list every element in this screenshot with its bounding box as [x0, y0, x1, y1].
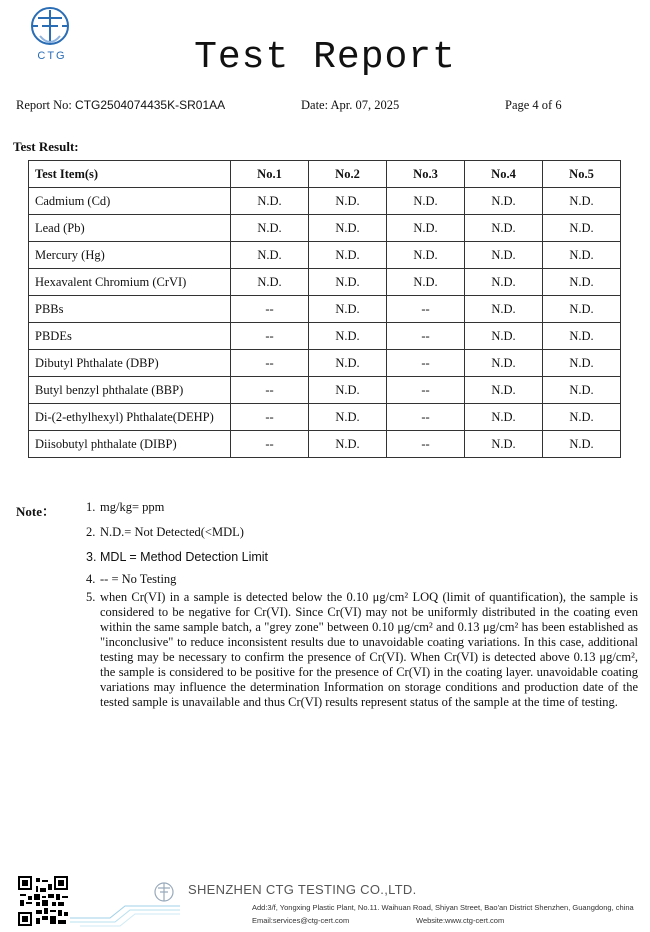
result-cell: N.D. — [387, 215, 465, 242]
result-cell: N.D. — [543, 431, 621, 458]
note-text: N.D.= Not Detected(<MDL) — [100, 525, 244, 539]
result-cell: N.D. — [465, 242, 543, 269]
result-cell: N.D. — [465, 377, 543, 404]
column-header: Test Item(s) — [29, 161, 231, 188]
result-cell: -- — [231, 404, 309, 431]
note-number: 1. — [86, 500, 96, 514]
result-cell: N.D. — [543, 377, 621, 404]
table-row — [29, 215, 621, 242]
column-header: No.3 — [387, 161, 465, 188]
result-cell: N.D. — [309, 215, 387, 242]
result-cell: N.D. — [309, 269, 387, 296]
result-cell: -- — [387, 404, 465, 431]
result-cell: N.D. — [465, 404, 543, 431]
result-cell: -- — [231, 296, 309, 323]
table-row — [29, 242, 621, 269]
notes-list — [86, 500, 638, 710]
column-header: No.4 — [465, 161, 543, 188]
result-cell: N.D. — [543, 269, 621, 296]
company-name: SHENZHEN CTG TESTING CO.,LTD. — [188, 882, 417, 897]
note-number: 4. — [86, 572, 96, 586]
result-cell: N.D. — [465, 215, 543, 242]
note-number: 3. — [86, 550, 97, 564]
result-cell: N.D. — [543, 323, 621, 350]
report-no-label: Report No: — [16, 98, 72, 112]
result-cell: -- — [231, 431, 309, 458]
table-row — [29, 296, 621, 323]
result-cell: N.D. — [465, 296, 543, 323]
result-cell: N.D. — [309, 242, 387, 269]
note-item — [86, 500, 638, 525]
note-item — [86, 550, 638, 572]
test-item-cell: Butyl benzyl phthalate (BBP) — [29, 377, 231, 404]
table-header-row — [29, 161, 621, 188]
result-cell: N.D. — [543, 404, 621, 431]
note-text: mg/kg= ppm — [100, 500, 165, 514]
result-cell: N.D. — [543, 215, 621, 242]
test-item-cell: Diisobutyl phthalate (DIBP) — [29, 431, 231, 458]
company-website: Website:www.ctg-cert.com — [416, 916, 505, 925]
table-row — [29, 431, 621, 458]
result-cell: N.D. — [309, 404, 387, 431]
logo-text: CTG — [37, 50, 67, 62]
report-no-value: CTG2504074435K-SR01AA — [75, 98, 226, 112]
result-cell: N.D. — [309, 431, 387, 458]
result-cell: N.D. — [231, 188, 309, 215]
result-cell: -- — [387, 350, 465, 377]
result-cell: N.D. — [465, 269, 543, 296]
result-cell: N.D. — [543, 350, 621, 377]
result-cell: -- — [387, 377, 465, 404]
result-cell: N.D. — [231, 269, 309, 296]
note-text: MDL = Method Detection Limit — [100, 550, 269, 564]
test-item-cell: PBDEs — [29, 323, 231, 350]
column-header: No.2 — [309, 161, 387, 188]
test-item-cell: Lead (Pb) — [29, 215, 231, 242]
footer-logo-icon — [150, 880, 178, 908]
test-item-cell: PBBs — [29, 296, 231, 323]
page-title: Test Report — [194, 36, 456, 79]
note-item — [86, 590, 638, 710]
table-row — [29, 323, 621, 350]
note-text: when Cr(VI) in a sample is detected below the 0.10 μg/cm² LOQ (limit of quantification), the sample is considered to be negative for Cr(VI). Since Cr(VI) may not be uniformly distributed in the coating even within the same sample batch, a "grey zone" between 0.10 μg/cm² and 0.13 μg/cm² has been established as "inconclusive" to reduce inconsistent results due to unavoidable coating variations. In this case, additional testing may be necessary to confirm the presence of Cr(VI). When Cr(VI) is detected above 0.13 μg/cm², the sample is considered to be positive for the presence of Cr(VI) in the coating layer. unavoidable coating variations may influence the determination Information on storage conditions and production date of the tested sample is unavailable and thus Cr(VI) results represent status of the sample at the time of testing. — [100, 590, 638, 709]
note-label: Note： — [16, 504, 55, 519]
result-cell: -- — [231, 377, 309, 404]
column-header: No.5 — [543, 161, 621, 188]
company-email: Email:services@ctg-cert.com — [252, 916, 350, 925]
note-item — [86, 572, 638, 590]
result-cell: N.D. — [465, 188, 543, 215]
result-cell: N.D. — [387, 242, 465, 269]
section-title: Test Result: — [13, 139, 79, 154]
result-cell: N.D. — [387, 269, 465, 296]
report-number — [16, 98, 225, 113]
test-item-cell: Di-(2-ethylhexyl) Phthalate(DEHP) — [29, 404, 231, 431]
table-row — [29, 377, 621, 404]
result-cell: N.D. — [309, 350, 387, 377]
result-cell: N.D. — [543, 296, 621, 323]
result-cell: N.D. — [231, 215, 309, 242]
report-date: Date: Apr. 07, 2025 — [301, 98, 400, 112]
result-cell: N.D. — [465, 431, 543, 458]
results-table — [28, 160, 621, 458]
result-cell: N.D. — [543, 242, 621, 269]
result-cell: -- — [387, 431, 465, 458]
company-address: Add:3/f, Yongxing Plastic Plant, No.11. Waihuan Road, Shiyan Street, Bao'an District Shenzhen, Guangdong, china — [252, 903, 634, 912]
test-item-cell: Dibutyl Phthalate (DBP) — [29, 350, 231, 377]
result-cell: N.D. — [309, 323, 387, 350]
result-cell: -- — [231, 323, 309, 350]
test-item-cell: Mercury (Hg) — [29, 242, 231, 269]
page-number: Page 4 of 6 — [505, 98, 562, 112]
table-row — [29, 350, 621, 377]
note-text: -- = No Testing — [100, 572, 177, 586]
result-cell: N.D. — [387, 188, 465, 215]
table-row — [29, 404, 621, 431]
table-row — [29, 188, 621, 215]
result-cell: N.D. — [231, 242, 309, 269]
result-cell: -- — [387, 296, 465, 323]
result-cell: N.D. — [309, 377, 387, 404]
table-row — [29, 269, 621, 296]
result-cell: -- — [387, 323, 465, 350]
note-number: 2. — [86, 525, 96, 539]
result-cell: N.D. — [543, 188, 621, 215]
note-number: 5. — [86, 590, 96, 604]
qr-code-icon — [18, 876, 68, 926]
result-cell: -- — [231, 350, 309, 377]
test-item-cell: Cadmium (Cd) — [29, 188, 231, 215]
result-cell: N.D. — [309, 188, 387, 215]
note-item — [86, 525, 638, 550]
test-item-cell: Hexavalent Chromium (CrVI) — [29, 269, 231, 296]
column-header: No.1 — [231, 161, 309, 188]
result-cell: N.D. — [465, 350, 543, 377]
result-cell: N.D. — [309, 296, 387, 323]
result-cell: N.D. — [465, 323, 543, 350]
